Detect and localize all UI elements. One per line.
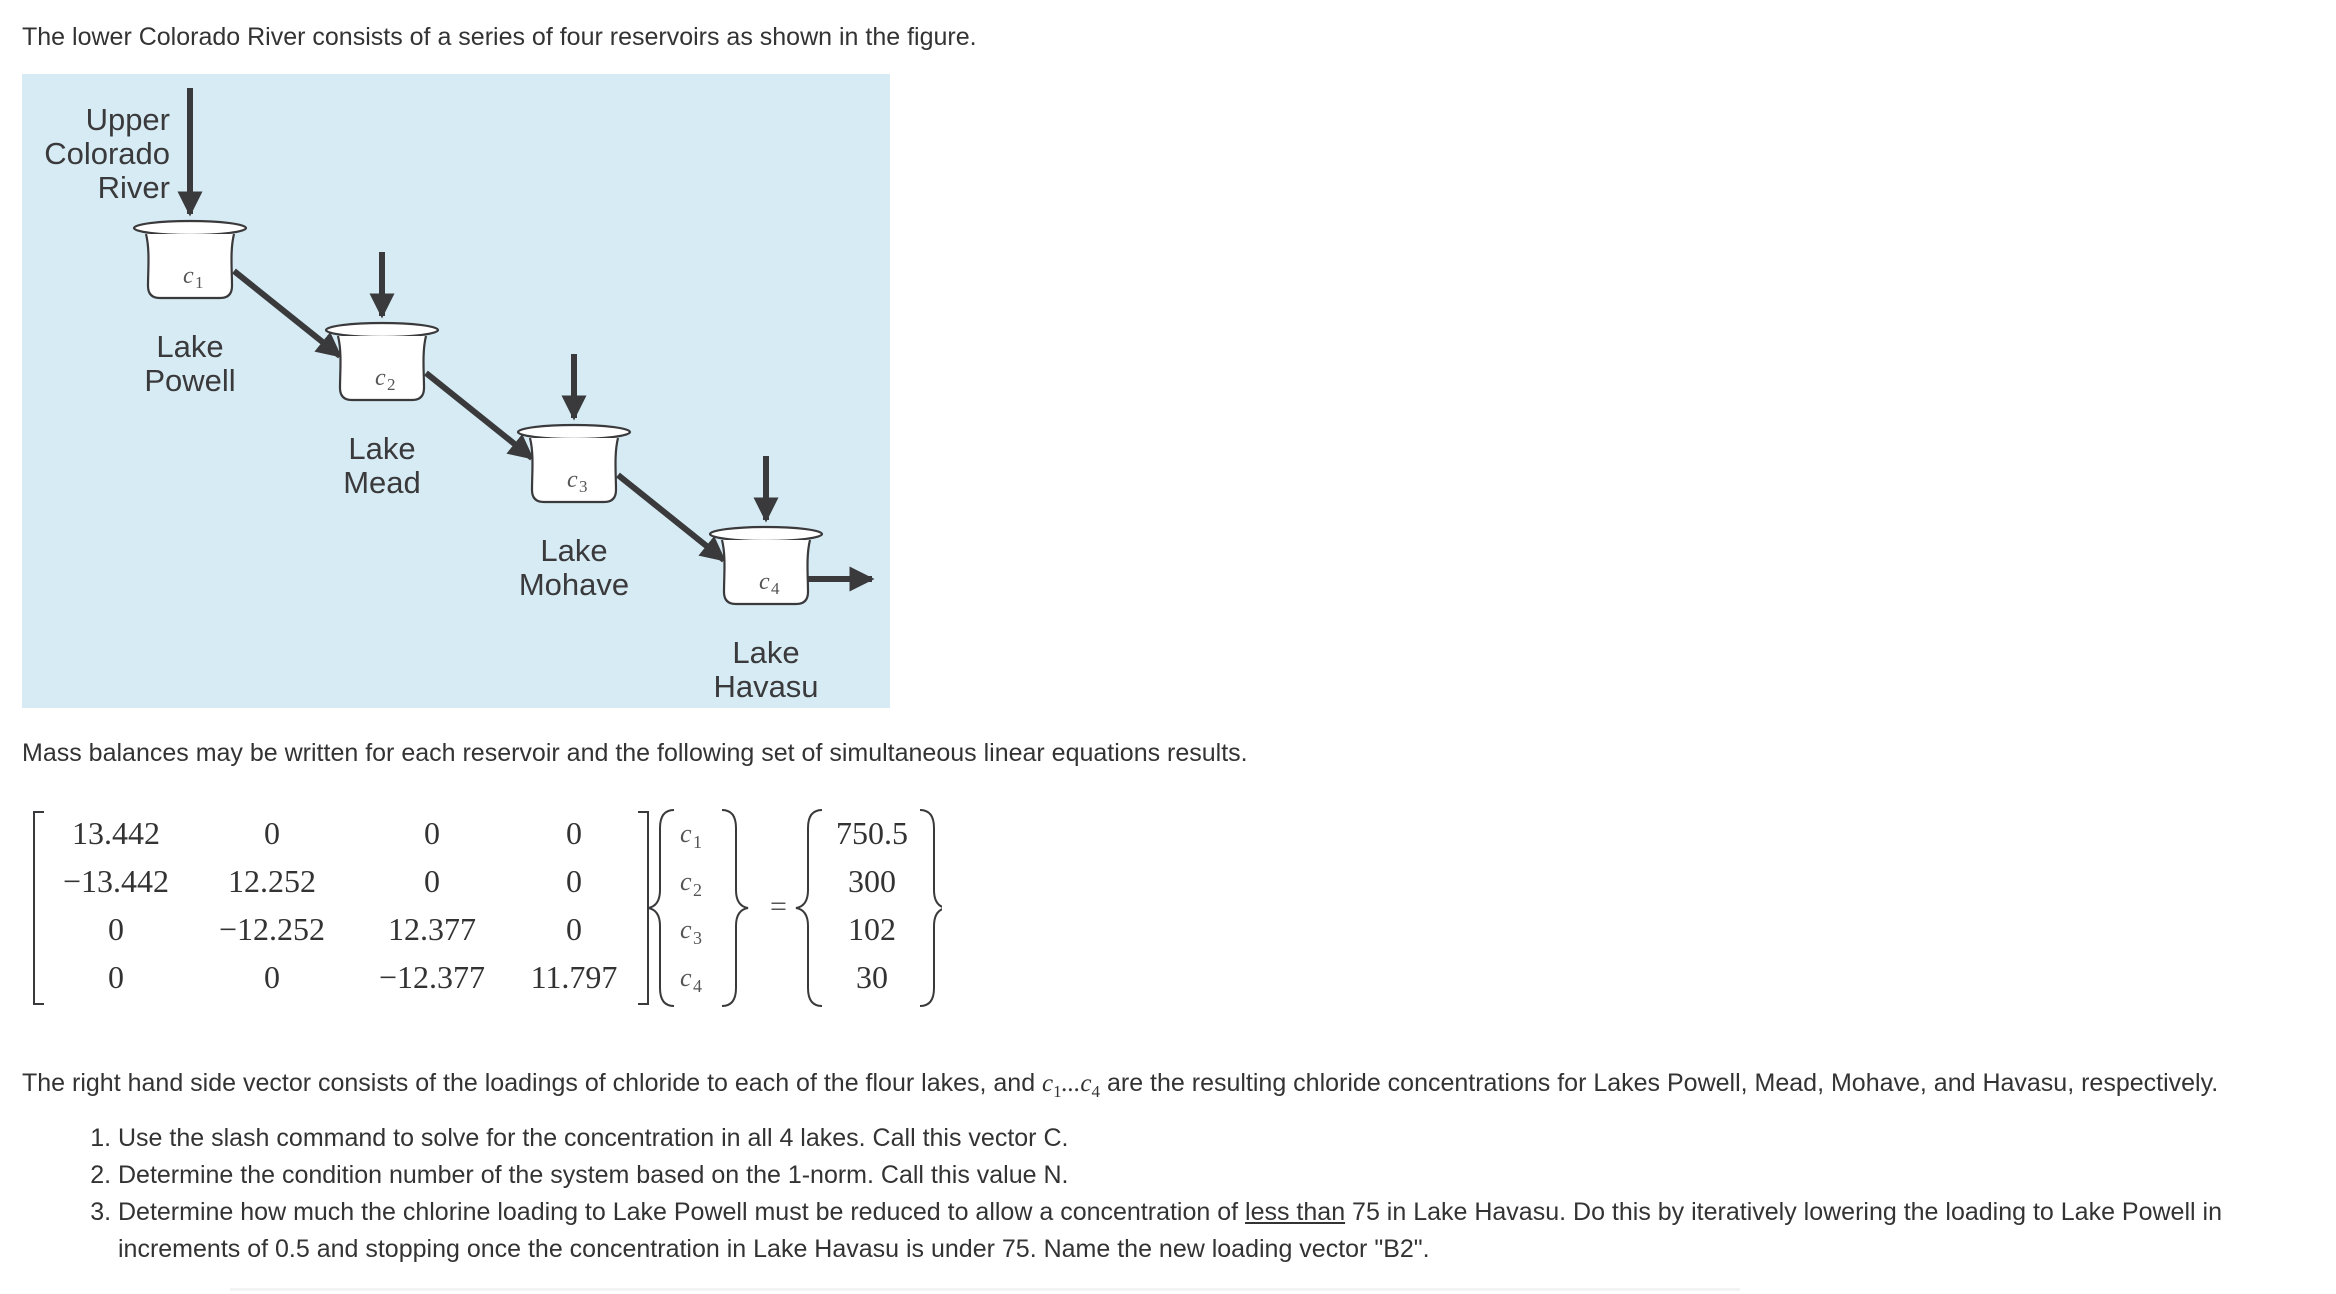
lake-mead-var-index: 2 <box>387 375 396 394</box>
reservoir-figure <box>22 74 890 708</box>
lake-mohave-label-1: Lake <box>540 533 608 568</box>
lake-mead-label-1: Lake <box>348 431 416 466</box>
matrix-cell: 0 <box>424 863 440 899</box>
lake-mohave-label-2: Mohave <box>518 567 630 602</box>
unknown-index: 3 <box>693 928 702 948</box>
lake-havasu-var-letter: c <box>759 569 770 595</box>
matrix-cell: 0 <box>264 959 280 995</box>
matrix-cell: −12.377 <box>378 959 486 995</box>
task-3-underlined: less than <box>1245 1198 1346 1226</box>
rhs-value: 102 <box>848 911 896 947</box>
reservoir-diagram <box>22 74 890 708</box>
lake-havasu-reservoir <box>710 527 822 604</box>
rhs-value: 30 <box>856 959 888 995</box>
matrix-cell: 11.797 <box>530 959 618 995</box>
matrix-cell: 12.377 <box>388 911 476 947</box>
lake-mohave-var-letter: c <box>567 467 578 493</box>
matrix-cell: 12.252 <box>228 863 316 899</box>
task-item-3 <box>118 1194 2336 1268</box>
lake-powell-var-index: 1 <box>195 273 204 292</box>
lake-havasu-var-index: 4 <box>771 579 780 598</box>
matrix-cell: 0 <box>108 911 124 947</box>
mass-balance-paragraph: Mass balances may be written for each reservoir and the following set of simultaneous linear equations results. <box>22 739 1248 767</box>
matrix-cell: 0 <box>566 815 582 851</box>
rhs-value: 300 <box>848 863 896 899</box>
linear-system-equation <box>22 806 942 1016</box>
concentration-range <box>1042 1070 1101 1101</box>
task-3-text-before: Determine how much the chlorine loading to Lake Powell must be reduced to allow a concentration of <box>118 1198 1246 1226</box>
intro-paragraph: The lower Colorado River consists of a series of four reservoirs as shown in the figure. <box>22 23 977 51</box>
lake-mohave-reservoir <box>518 425 630 502</box>
task-3-text-after: 75 in Lake Havasu. Do this by iteratively lowering the loading to Lake Powell in increments of 0.5 and stopping once the concentration in Lake Havasu is under 75. Name the new loading vector "B2". <box>118 1198 2222 1263</box>
unknown-letter: c <box>680 819 692 848</box>
matrix-right-bracket <box>638 812 648 1004</box>
powell-to-mead-arrow <box>234 271 340 356</box>
lake-mead-reservoir <box>326 323 438 400</box>
matrix-cell: 13.442 <box>72 815 160 851</box>
mohave-to-havasu-arrow <box>618 475 724 560</box>
equation-graphic <box>22 806 942 1016</box>
source-label-line-2: Colorado <box>44 136 170 171</box>
range-var-letter-2: c <box>1080 1070 1092 1097</box>
unknown-left-brace <box>648 810 674 1006</box>
range-ellipsis: ... <box>1061 1070 1081 1097</box>
unknown-right-brace <box>722 810 748 1006</box>
rhs-right-brace <box>920 810 942 1006</box>
task-item-2: 2. Determine the condition number of the system based on the 1-norm. Call this value N. <box>118 1157 2336 1194</box>
rhs-value: 750.5 <box>836 815 908 851</box>
equals-sign: = <box>770 890 787 923</box>
rhs-explanation-paragraph <box>22 1068 2218 1107</box>
mead-to-mohave-arrow <box>426 373 532 458</box>
matrix-cell: −13.442 <box>62 863 170 899</box>
range-first-index: 1 <box>1053 1082 1062 1101</box>
matrix-cell: 0 <box>566 911 582 947</box>
unknown-letter: c <box>680 963 692 992</box>
range-var-letter: c <box>1042 1070 1054 1097</box>
unknown-index: 4 <box>693 976 702 996</box>
matrix-cell: 0 <box>424 815 440 851</box>
rhs-text-before: The right hand side vector consists of the loadings of chloride to each of the flour lakes, and <box>22 1069 1043 1097</box>
rhs-left-brace <box>796 810 822 1006</box>
lake-mohave-var-index: 3 <box>579 477 588 496</box>
matrix-cell: −12.252 <box>218 911 326 947</box>
rhs-text-after: are the resulting chloride concentrations for Lakes Powell, Mead, Mohave, and Havasu, respectively. <box>1100 1069 2219 1097</box>
lake-havasu-label-2: Havasu <box>713 669 819 704</box>
matrix-cell: 0 <box>108 959 124 995</box>
source-label-line-1: Upper <box>85 102 170 137</box>
unknown-index: 2 <box>693 880 702 900</box>
matrix-cell: 0 <box>566 863 582 899</box>
lake-havasu-label-1: Lake <box>732 635 800 670</box>
matrix-left-bracket <box>34 812 44 1004</box>
lake-powell-label-1: Lake <box>156 329 224 364</box>
lake-powell-var-letter: c <box>183 263 194 289</box>
unknown-index: 1 <box>693 832 702 852</box>
unknown-letter: c <box>680 915 692 944</box>
unknown-letter: c <box>680 867 692 896</box>
lake-mead-label-2: Mead <box>343 465 421 500</box>
task-list <box>22 1120 2336 1268</box>
bottom-divider <box>230 1288 1740 1291</box>
matrix-cell: 0 <box>264 815 280 851</box>
range-last-index: 4 <box>1091 1082 1101 1101</box>
source-label-line-3: River <box>97 170 170 205</box>
lake-powell-reservoir <box>134 221 246 298</box>
lake-powell-label-2: Powell <box>144 363 236 398</box>
task-item-1: 1. Use the slash command to solve for the concentration in all 4 lakes. Call this vector C. <box>118 1120 2336 1157</box>
lake-mead-var-letter: c <box>375 365 386 391</box>
